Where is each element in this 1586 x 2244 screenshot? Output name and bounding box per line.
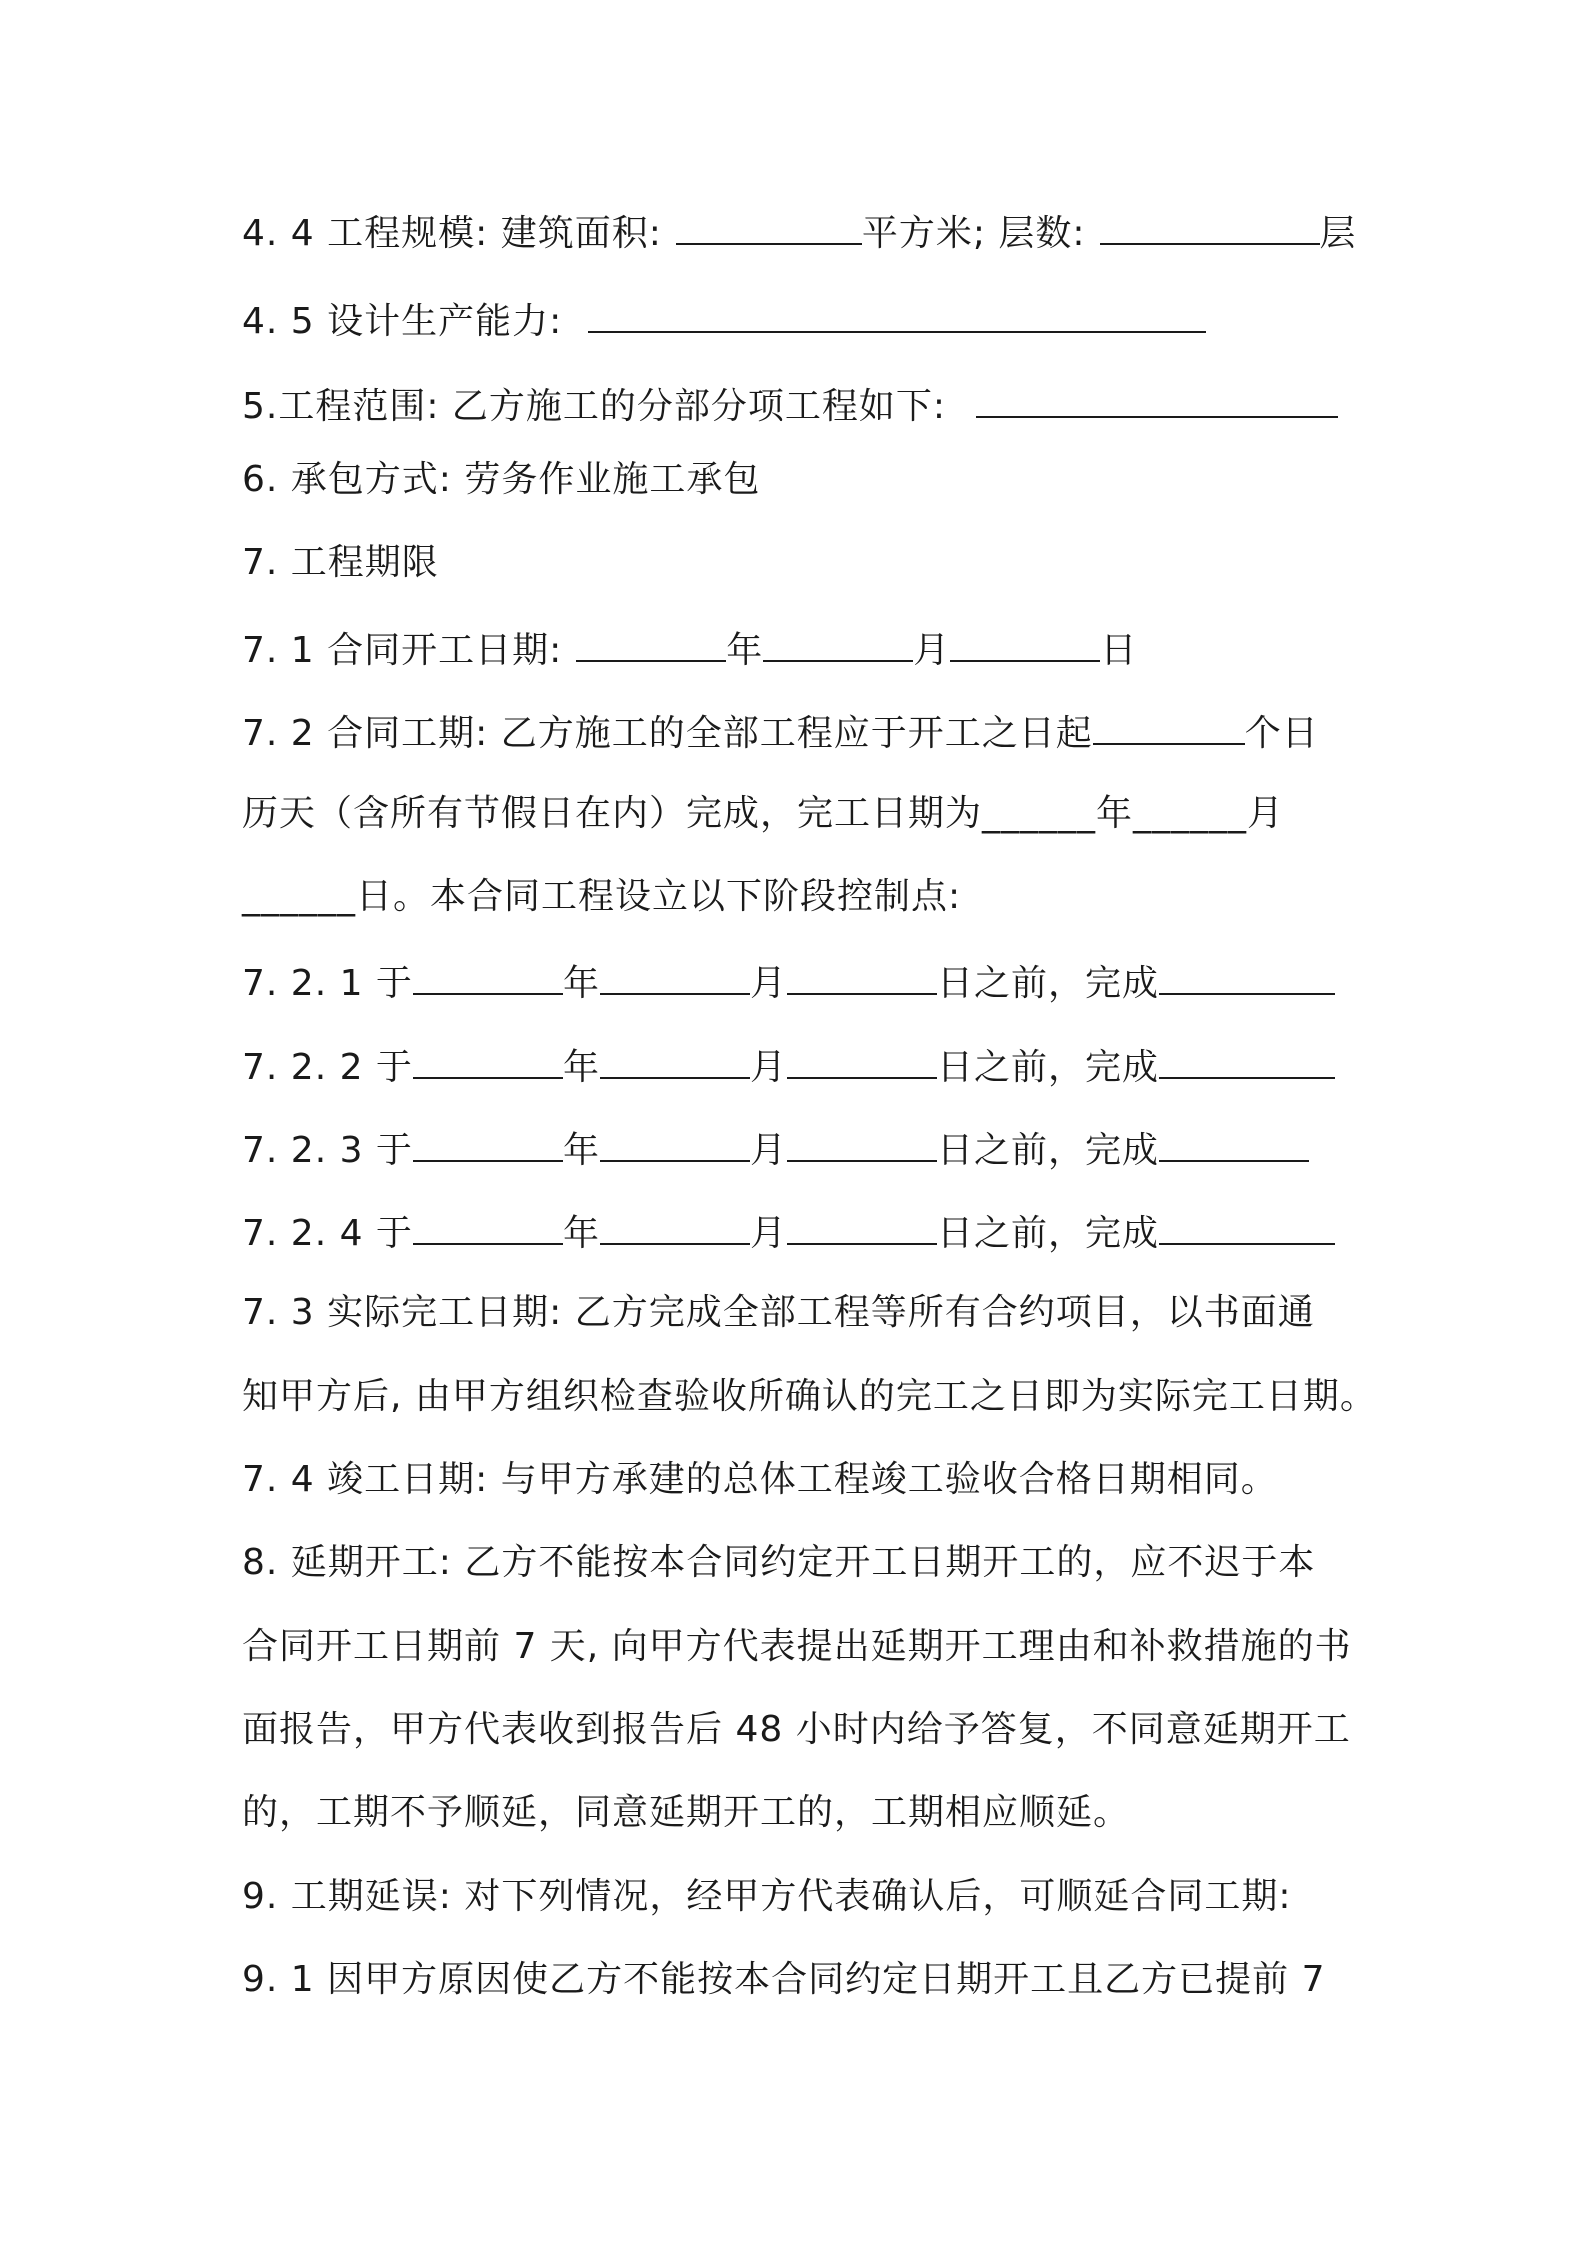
clause-text: 日之前，完成	[936, 1130, 1159, 1171]
clause-text: 年	[562, 1213, 600, 1254]
duration-days-blank[interactable]	[1093, 705, 1245, 745]
day-blank[interactable]	[787, 1122, 937, 1162]
month-blank[interactable]	[600, 1205, 750, 1245]
clause-text: 7. 工程期限	[242, 542, 439, 583]
month-blank[interactable]	[600, 1122, 750, 1162]
clause-text: 月	[749, 1047, 787, 1088]
clause-7-2-1	[242, 955, 1335, 1005]
clause-7-2-3	[242, 1122, 1309, 1172]
clause-text: 7. 2. 4 于	[242, 1213, 413, 1254]
clause-4-4	[242, 205, 1357, 255]
clause-7-4	[242, 1455, 1278, 1505]
clause-text: 历天（含所有节假日在内）完成，完工日期为______年______月	[242, 793, 1285, 834]
clause-7-2	[242, 705, 1319, 755]
clause-7	[242, 538, 439, 588]
milestone-blank[interactable]	[1159, 1122, 1309, 1162]
start-day-blank[interactable]	[950, 622, 1100, 662]
milestone-blank[interactable]	[1159, 955, 1335, 995]
day-blank[interactable]	[787, 1205, 937, 1245]
start-year-blank[interactable]	[576, 622, 726, 662]
clause-text: 月	[749, 1130, 787, 1171]
clause-text: 年	[726, 630, 764, 671]
clause-text: 平方米; 层数:	[861, 213, 1086, 254]
clause-text: 7. 2. 2 于	[242, 1047, 413, 1088]
year-blank[interactable]	[413, 955, 563, 995]
clause-9	[242, 1872, 1292, 1922]
clause-5	[242, 378, 1338, 428]
clause-7-2-2	[242, 1039, 1335, 1089]
clause-text: 日之前，完成	[936, 1213, 1159, 1254]
clause-7-2-cont	[242, 872, 961, 922]
clause-text: 日	[1100, 630, 1138, 671]
clause-text: 7. 4 竣工日期: 与甲方承建的总体工程竣工验收合格日期相同。	[242, 1459, 1278, 1500]
production-capacity-blank[interactable]	[588, 293, 1206, 333]
clause-text: 年	[562, 963, 600, 1004]
month-blank[interactable]	[600, 1039, 750, 1079]
clause-text: 7. 2. 3 于	[242, 1130, 413, 1171]
start-month-blank[interactable]	[763, 622, 913, 662]
clause-text: ______日。本合同工程设立以下阶段控制点:	[242, 876, 962, 917]
clause-text: 5.工程范围: 乙方施工的分部分项工程如下:	[242, 386, 947, 427]
clause-9-1	[242, 1955, 1326, 2005]
clause-text: 9. 工期延误: 对下列情况，经甲方代表确认后，可顺延合同工期:	[242, 1876, 1292, 1917]
day-blank[interactable]	[787, 955, 937, 995]
clause-text: 8. 延期开工: 乙方不能按本合同约定开工日期开工的，应不迟于本	[242, 1542, 1316, 1583]
year-blank[interactable]	[413, 1039, 563, 1079]
day-blank[interactable]	[787, 1039, 937, 1079]
clause-text: 个日	[1244, 713, 1319, 754]
year-blank[interactable]	[413, 1205, 563, 1245]
clause-text: 面报告，甲方代表收到报告后 48 小时内给予答复，不同意延期开工	[242, 1709, 1351, 1750]
month-blank[interactable]	[600, 955, 750, 995]
clause-8-cont	[242, 1705, 1351, 1755]
clause-text: 9. 1 因甲方原因使乙方不能按本合同约定日期开工且乙方已提前 7	[242, 1959, 1326, 2000]
clause-text: 7. 2 合同工期: 乙方施工的全部工程应于开工之日起	[242, 713, 1093, 754]
clause-7-3	[242, 1288, 1315, 1338]
clause-text: 月	[913, 630, 951, 671]
clause-text: 月	[749, 963, 787, 1004]
clause-7-2-4	[242, 1205, 1335, 1255]
clause-text: 合同开工日期前 7 天, 向甲方代表提出延期开工理由和补救措施的书	[242, 1626, 1352, 1667]
clause-text: 月	[749, 1213, 787, 1254]
clause-text: 知甲方后, 由甲方组织检查验收所确认的完工之日即为实际完工日期。	[242, 1376, 1377, 1417]
clause-7-3-cont	[242, 1372, 1377, 1422]
clause-text: 层	[1319, 213, 1357, 254]
clause-8	[242, 1538, 1315, 1588]
milestone-blank[interactable]	[1159, 1205, 1335, 1245]
milestone-blank[interactable]	[1159, 1039, 1335, 1079]
clause-text: 7. 3 实际完工日期: 乙方完成全部工程等所有合约项目，以书面通	[242, 1292, 1315, 1333]
work-scope-blank[interactable]	[976, 378, 1338, 418]
clause-8-cont	[242, 1622, 1352, 1672]
clause-7-2-cont	[242, 789, 1284, 839]
clause-text: 6. 承包方式: 劳务作业施工承包	[242, 459, 761, 500]
floor-count-blank[interactable]	[1100, 205, 1320, 245]
clause-text: 7. 2. 1 于	[242, 963, 413, 1004]
clause-text: 年	[562, 1130, 600, 1171]
building-area-blank[interactable]	[676, 205, 862, 245]
clause-text: 日之前，完成	[936, 963, 1159, 1004]
clause-text: 日之前，完成	[936, 1047, 1159, 1088]
clause-7-1	[242, 622, 1137, 672]
clause-6	[242, 455, 760, 505]
clause-4-5	[242, 293, 1206, 343]
year-blank[interactable]	[413, 1122, 563, 1162]
clause-8-cont	[242, 1788, 1130, 1838]
clause-text: 的，工期不予顺延，同意延期开工的，工期相应顺延。	[242, 1792, 1131, 1833]
clause-text: 4. 4 工程规模: 建筑面积:	[242, 213, 662, 254]
clause-text: 4. 5 设计生产能力:	[242, 301, 563, 342]
clause-text: 年	[562, 1047, 600, 1088]
clause-text: 7. 1 合同开工日期:	[242, 630, 563, 671]
